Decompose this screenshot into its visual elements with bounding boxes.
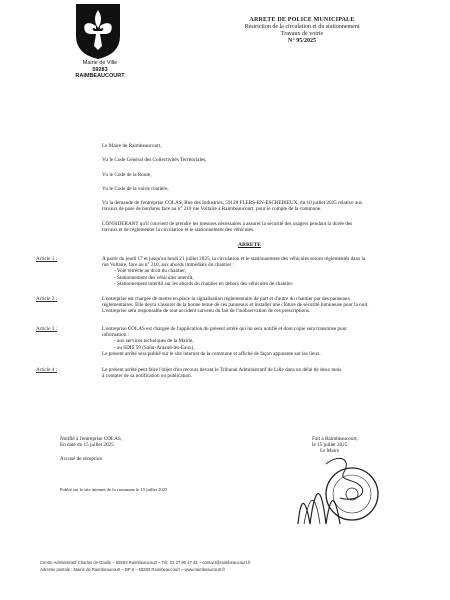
considerant-line1: CONSIDERANT qu'il convient de prendre les mesures nécessaires à assurer la sécurité des usagers pendant la durée des <box>102 221 353 227</box>
article-line: rue Voltaire, face au n° 210, aux abords immédiats du chantier : <box>102 262 234 269</box>
document-header <box>212 17 392 45</box>
article-2-label: Article 2 : <box>36 296 58 302</box>
considerant-line2: travaux et de réglementer la circulation et le stationnement des véhicules. <box>102 227 255 234</box>
arrete-heading: ARRETE <box>238 242 261 248</box>
vu-demande <box>102 200 414 212</box>
document-subtitle: Restriction de la circulation et du stationnement <box>244 24 360 30</box>
fait-line3: Le Maire <box>320 448 340 455</box>
article-line: - aux services techniques de la Mairie, <box>114 338 194 345</box>
page-footer <box>40 560 420 573</box>
article-line: Le présent arrêté peut faire l'objet d'un recours devant le Tribunal Administratif de Lille dans un délai de deux mois <box>102 367 342 373</box>
article-line: réglementaires. Elle devra s'assurer de la bonne tenue de ces panneaux et installer une clôture de sécurité lumineuse pour la nuit. <box>102 302 369 309</box>
article-3-label: Article 3 : <box>36 326 58 332</box>
mairie-line2: 59283 RAIMBEAUCOURT <box>75 66 125 79</box>
mairie-line1: Mairie de Ville <box>82 60 118 66</box>
fait-line2: le 15 juillet 2025 <box>312 442 348 449</box>
notification-line3: Accusé de réception <box>60 456 103 463</box>
article-line: Le présent arrêté sera publié sur le site internet de la commune et affiché de façon apparente sur les lieux. <box>102 350 321 357</box>
article-line: L'entreprise sera responsable de tout accident survenu du fait de l'inobservation de ces prescriptions. <box>102 308 311 315</box>
article-line: - au SDIS 59 (Saint-Amand-les-Eaux), <box>114 344 195 351</box>
article-1-body <box>102 256 414 287</box>
document-number: N° 95/2025 <box>288 38 316 44</box>
article-4-label: Article 4 : <box>36 367 58 373</box>
vu-demande-line2: travaux de pose de bordures face au n° 210 rue Voltaire à Raimbeaucourt, pour le compte de la commune. <box>102 206 322 213</box>
vu-code-voirie: Vu le Code de la voirie routière, <box>102 186 169 192</box>
article-line: L'entreprise COLAS est chargée de l'application du présent arrêté qui lui sera notifié et dont copie sera transmise pour <box>102 326 347 332</box>
article-line: - Stationnement des véhicules interdit, <box>114 274 194 281</box>
vu-cgct: Vu le Code Général des Collectivités Territoriales, <box>102 157 207 163</box>
mayor-signature <box>322 452 370 512</box>
notification-block <box>60 436 122 463</box>
article-line: - Voie rétrécie au droit du chantier, <box>114 268 187 275</box>
article-4-body <box>102 367 414 379</box>
notification-line1: Notifié à l'entreprise COLAS, <box>60 436 123 442</box>
city-crest-logo <box>72 2 124 60</box>
article-line: - Stationnement interdit sur les abords du chantier en dehors des véhicules de chantier. <box>114 280 294 287</box>
article-3-body <box>102 326 414 357</box>
article-line: A partir du jeudi 17 et jusqu'au lundi 21 juillet 2025, la circulation et le stationnement des véhicules seront réglementés dans la <box>102 256 366 262</box>
mairie-address-block <box>72 60 128 80</box>
article-line: L'entreprise est chargée de mettre en place la signalisation réglementaire de part et d'autre du chantier par des panneaux <box>102 296 351 302</box>
vu-demande-line1: Vu la demande de l'entreprise COLAS, Rue des Industries, 59128 FLERS-EN-ESCREBIEUX, du 10 juillet 2025 relative aux <box>102 200 363 206</box>
fait-line1: Fait à Raimbeaucourt, <box>312 436 358 442</box>
considerant <box>102 221 414 233</box>
article-line: à compter de sa notification ou publication. <box>102 373 193 380</box>
article-line: information : <box>102 332 130 339</box>
footer-line2: Adresse postale : Mairie de Raimbeaucourt – BP 8 – 59283 Raimbeaucourt – www.raimbeaucourt.fr <box>40 566 225 572</box>
vu-code-route: Vu le Code de la Route, <box>102 172 152 178</box>
footer-line1: Centre Administratif Charles de Gaulle – 59283 Raimbeaucourt – Tél. 03 27 80 47 41 – contact@raimbeaucourt.fr <box>40 560 251 565</box>
publication-note: Publié sur le site internet de la commune le 15 juillet 2025 <box>60 487 168 492</box>
document-title: ARRETE DE POLICE MUNICIPALE <box>249 17 355 23</box>
intro-maire: Le Maire de Raimbeaucourt, <box>102 143 162 149</box>
document-subject: Travaux de voirie <box>280 31 324 37</box>
article-1-label: Article 1 : <box>36 256 58 262</box>
article-2-body <box>102 296 414 315</box>
notification-line2: En date du 15 juillet 2025 <box>60 442 114 449</box>
